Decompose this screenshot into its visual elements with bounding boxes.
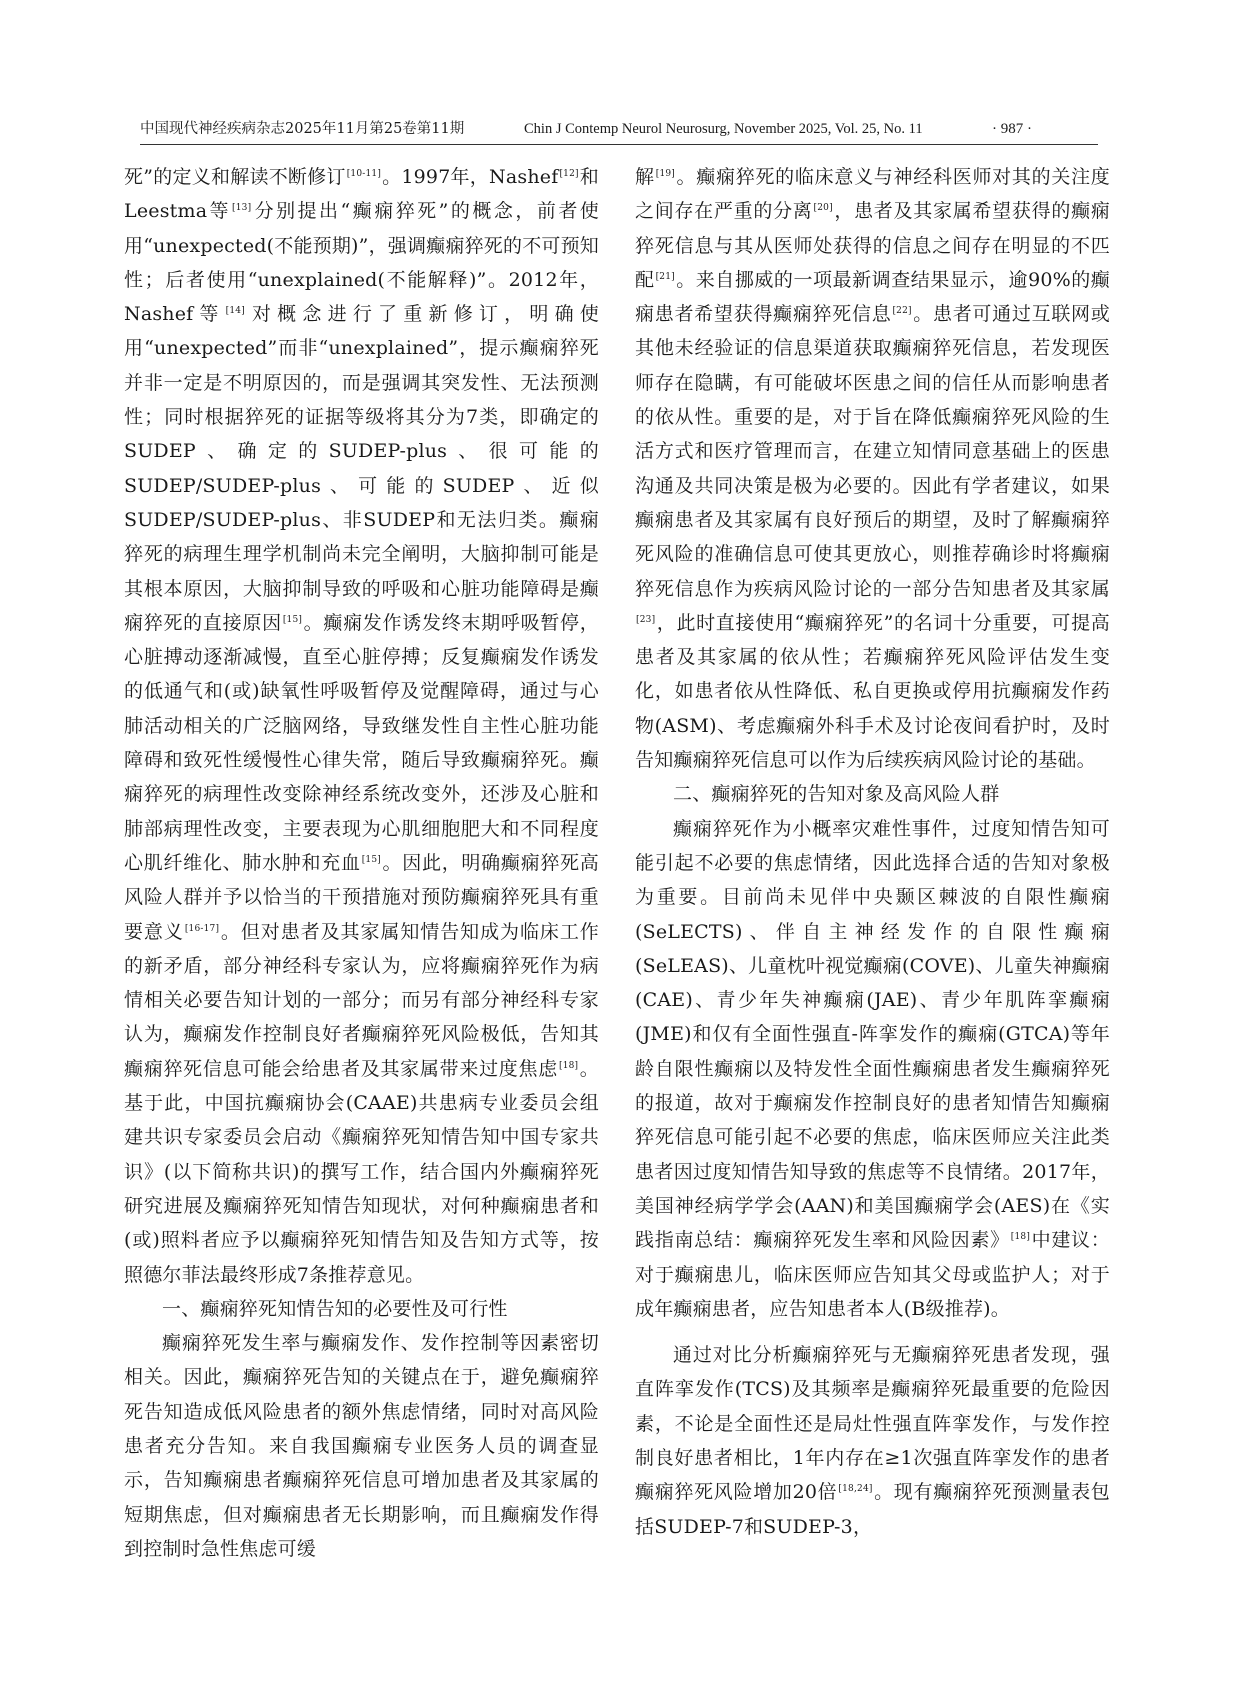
citation: [22] xyxy=(892,306,912,317)
running-header xyxy=(140,118,1098,145)
citation: [19] xyxy=(655,169,676,179)
body-paragraph: 癫痫猝死发生率与癫痫发作、发作控制等因素密切相关。因此，癫痫猝死告知的关键点在于，避免癫痫猝死告知造成低风险患者的额外焦虑情绪，同时对高风险患者充分告知。来自我国癫痫专业医务人员的调查显示，告知癫痫患者癫痫猝死信息可增加患者及其家属的短期焦虑，但对癫痫患者无长期影响，而且癫痫发作得到控制时急性焦虑可缓 xyxy=(124,1332,599,1560)
citation: [15] xyxy=(361,854,381,865)
citation: [23] xyxy=(636,614,656,625)
body-paragraph: 通过对比分析癫痫猝死与无癫痫猝死患者发现，强直阵挛发作(TCS)及其频率是癫痫猝死最重要的危险因素，不论是全面性还是局灶性强直阵挛发作，与发作控制良好患者相比，1年内存在≥1次强直阵挛发作的患者癫痫猝死风险增加20倍[18,24]。现有癫痫猝死预测量表包括SUDEP-7和SUDEP-3， xyxy=(635,1344,1110,1538)
citation: [18] xyxy=(558,1060,579,1071)
page-number: · 987 · xyxy=(992,121,1032,137)
citation: [18,24] xyxy=(838,1484,873,1495)
journal-title-en: Chin J Contemp Neurol Neurosurg, November 2025, Vol. 25, No. 11 xyxy=(524,121,923,137)
citation: [21] xyxy=(655,271,675,282)
citation: [15] xyxy=(282,614,303,625)
body-paragraph: 癫痫猝死作为小概率灾难性事件，过度知情告知可能引起不必要的焦虑情绪，因此选择合适的告知对象极为重要。目前尚未见伴中央颞区棘波的自限性癫痫(SeLECTS)、伴自主神经发作的自限性癫痫(SeLEAS)、儿童枕叶视觉癫痫(COVE)、儿童失神癫痫(CAE)、青少年失神癫痫(JAE)、青少年肌阵挛癫痫(JME)和仅有全面性强直-阵挛发作的癫痫(GTCA)等年龄自限性癫痫以及特发性全面性癫痫患者发生癫痫猝死的报道，故对于癫痫发作控制良好的患者知情告知癫痫猝死信息可能引起不必要的焦虑，临床医师应关注此类患者因过度知情告知导致的焦虑等不良情绪。2017年，美国神经病学学会(AAN)和美国癫痫学会(AES)在《实践指南总结：癫痫猝死发生率和风险因素》[18]中建议：对于癫痫患儿，临床医师应告知其父母或监护人；对于成年癫痫患者，应告知患者本人(B级推荐)。 xyxy=(635,817,1110,1320)
citation: [12] xyxy=(559,169,579,179)
citation: [16-17] xyxy=(184,923,220,934)
citation: [14] xyxy=(225,306,245,317)
citation: [13] xyxy=(232,203,252,214)
body-paragraph: 解[19]。癫痫猝死的临床意义与神经科医师对其的关注度之间存在严重的分离[20]，患者及其家属希望获得的癫痫猝死信息与其从医师处获得的信息之间存在明显的不匹配[21]。来自挪威的一项最新调查结果显示，逾90%的癫痫患者希望获得癫痫猝死信息[22]。患者可通过互联网或其他未经验证的信息渠道获取癫痫猝死信息，若发现医师存在隐瞒，有可能破坏医患之间的信任从而影响患者的依从性。重要的是，对于旨在降低癫痫猝死风险的生活方式和医疗管理而言，在建立知情同意基础上的医患沟通及共同决策是极为必要的。因此有学者建议，如果癫痫患者及其家属有良好预后的期望，及时了解癫痫猝死风险的准确信息可使其更放心，则推荐确诊时将癫痫猝死信息作为疾病风险讨论的一部分告知患者及其家属[23]，此时直接使用“癫痫猝死”的名词十分重要，可提高患者及其家属的依从性；若癫痫猝死风险评估发生变化，如患者依从性降低、私自更换或停用抗癫痫发作药物(ASM)、考虑癫痫外科手术及讨论夜间看护时，及时告知癫痫猝死信息可以作为后续疾病风险讨论的基础。 xyxy=(635,166,1110,772)
citation: [10-11] xyxy=(346,169,382,179)
section-heading: 一、癫痫猝死知情告知的必要性及可行性 xyxy=(162,1297,508,1320)
right-column xyxy=(635,160,1110,1544)
left-column xyxy=(124,160,599,1566)
body-paragraph: 死”的定义和解读不断修订[10-11]。1997年，Nashef[12]和Leestma等[13]分别提出“癫痫猝死”的概念，前者使用“unexpected(不能预期)”，强调癫痫猝死的不可预知性；后者使用“unexplained(不能解释)”。2012年，Nashef等[14]对概念进行了重新修订，明确使用“unexpected”而非“unexplained”，提示癫痫猝死并非一定是不明原因的，而是强调其突发性、无法预测性；同时根据猝死的证据等级将其分为7类，即确定的SUDEP、确定的SUDEP-plus、很可能的SUDEP/SUDEP-plus、可能的SUDEP、近似SUDEP/SUDEP-plus、非SUDEP和无法归类。癫痫猝死的病理生理学机制尚未完全阐明，大脑抑制可能是其根本原因，大脑抑制导致的呼吸和心脏功能障碍是癫痫猝死的直接原因[15]。癫痫发作诱发终末期呼吸暂停，心脏搏动逐渐减慢，直至心脏停搏；反复癫痫发作诱发的低通气和(或)缺氧性呼吸暂停及觉醒障碍，通过与心肺活动相关的广泛脑网络，导致继发性自主性心脏功能障碍和致死性缓慢性心律失常，随后导致癫痫猝死。癫痫猝死的病理性改变除神经系统改变外，还涉及心脏和肺部病理性改变，主要表现为心肌细胞肥大和不同程度心肌纤维化、肺水肿和充血[15]。因此，明确癫痫猝死高风险人群并予以恰当的干预措施对预防癫痫猝死具有重要意义[16-17]。但对患者及其家属知情告知成为临床工作的新矛盾，部分神经科专家认为，应将癫痫猝死作为病情相关必要告知计划的一部分；而另有部分神经科专家认为，癫痫发作控制良好者癫痫猝死风险极低，告知其癫痫猝死信息可能会给患者及其家属带来过度焦虑[18]。基于此，中国抗癫痫协会(CAAE)共患病专业委员会组建共识专家委员会启动《癫痫猝死知情告知中国专家共识》(以下简称共识)的撰写工作，结合国内外癫痫猝死研究进展及癫痫猝死知情告知现状，对何种癫痫患者和(或)照料者应予以癫痫猝死知情告知及告知方式等，按照德尔菲法最终形成7条推荐意见。 xyxy=(124,166,600,1286)
citation: [18] xyxy=(1010,1232,1031,1243)
citation: [20] xyxy=(813,203,833,214)
journal-title-cn: 中国现代神经疾病杂志2025年11月第25卷第11期 xyxy=(140,121,465,137)
section-heading: 二、癫痫猝死的告知对象及高风险人群 xyxy=(673,783,1000,806)
